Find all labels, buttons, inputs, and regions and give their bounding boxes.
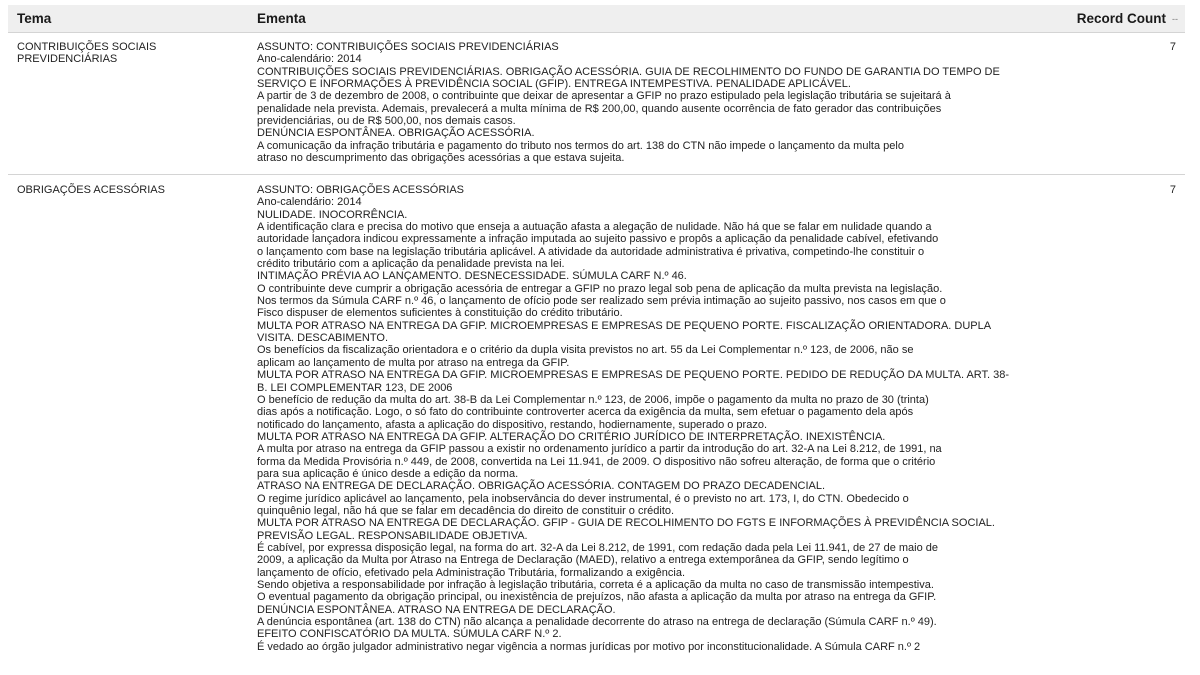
table-row [8, 38, 1185, 175]
ementa-line: O eventual pagamento da obrigação principal, ou inexistência de prejuízos, não afasta a aplicação da multa por atraso na entrega da GFIP. [257, 591, 937, 604]
ementa-line: Nos termos da Súmula CARF n.º 46, o lançamento de ofício pode ser realizado sem prévia intimação ao sujeito passivo, nos casos em que o [257, 295, 946, 308]
ementa-line: forma da Medida Provisória n.º 449, de 2008, convertida na Lei 11.941, de 2009. O dispositivo não sofreu alteração, de forma que o critério [257, 455, 936, 468]
ementa-line: notificado do lançamento, afasta a aplicação do dispositivo, restando, hodiernamente, superado o prazo. [257, 418, 767, 431]
ementa-line: A multa por atraso na entrega da GFIP passou a existir no ordenamento jurídico a partir da introdução do art. 32-A na Lei 8.212, de 1991, na [257, 443, 942, 456]
ementa-line: 2009, a aplicação da Multa por Atraso na Entrega de Declaração (MAED), relativo a entrega extemporânea da GFIP, sendo legítimo o [257, 554, 909, 567]
ementa-line: Ano-calendário: 2014 [257, 53, 362, 66]
ementa-line: PREVISÃO LEGAL. RESPONSABILIDADE OBJETIVA. [257, 529, 528, 542]
ementa-line: ATRASO NA ENTREGA DE DECLARAÇÃO. OBRIGAÇÃO ACESSÓRIA. CONTAGEM DO PRAZO DECADENCIAL. [257, 480, 826, 493]
ementa-line: dias após a notificação. Logo, o só fato do contribuinte controverter acerca da exigência da multa, sem efetuar o pagamento dela após [257, 406, 914, 419]
record-count-cell: 7 [1169, 184, 1176, 196]
ementa-line: Fisco dispuser de elementos suficientes à constituição do crédito tributário. [257, 307, 623, 320]
column-header-tema[interactable]: Tema [17, 11, 52, 26]
ementa-line: A comunicação da infração tributária e pagamento do tributo nos termos do art. 138 do CTN não impede o lançamento da multa pelo [257, 139, 904, 152]
ementa-line: MULTA POR ATRASO NA ENTREGA DA GFIP. MICROEMPRESAS E EMPRESAS DE PEQUENO PORTE. FISCALIZAÇÃO ORIENTADORA. DUPLA [257, 319, 992, 332]
ementa-cell [257, 41, 1067, 164]
tema-cell [17, 41, 207, 66]
ementa-line: DENÚNCIA ESPONTÂNEA. ATRASO NA ENTREGA DE DECLARAÇÃO. [257, 603, 616, 616]
record-count-cell: 7 [1169, 41, 1176, 53]
ementa-line: MULTA POR ATRASO NA ENTREGA DE DECLARAÇÃO. GFIP - GUIA DE RECOLHIMENTO DO FGTS E INFORMAÇÕES À PREVIDÊNCIA SOCIAL. [257, 517, 995, 530]
ementa-line: quinquênio legal, não há que se falar em decadência do direito de constituir o crédito. [257, 504, 675, 517]
ementa-line: O regime jurídico aplicável ao lançamento, pela inobservância do dever instrumental, é o previsto no art. 173, I, do CTN. Obedecido o [257, 492, 909, 505]
ementa-line: INTIMAÇÃO PRÉVIA AO LANÇAMENTO. DESNECESSIDADE. SÚMULA CARF N.º 46. [257, 270, 687, 283]
ementa-line: para sua aplicação é único desde a edição da norma. [257, 467, 519, 480]
ementa-line: A identificação clara e precisa do motivo que enseja a autuação afasta a alegação de nulidade. Não há que se falar em nulidade quando a [257, 221, 932, 234]
ementa-line: CONTRIBUIÇÕES SOCIAIS PREVIDENCIÁRIAS. OBRIGAÇÃO ACESSÓRIA. GUIA DE RECOLHIMENTO DO FUNDO DE GARANTIA DO TEMPO DE [257, 65, 1000, 78]
ementa-line: o lançamento com base na legislação tributária aplicável. A atividade da autoridade administrativa é privativa, competindo-lhe constituir o [257, 245, 925, 258]
ementa-line: B. LEI COMPLEMENTAR 123, DE 2006 [257, 381, 453, 394]
column-header-ementa[interactable]: Ementa [257, 11, 306, 26]
ementa-line: É vedado ao órgão julgador administrativo negar vigência a normas jurídicas por motivo por inconstitucionalidade. A Súmula CARF n.º 2 [257, 640, 921, 653]
ementa-line: O benefício de redução da multa do art. 38-B da Lei Complementar n.º 123, de 2006, impõe o pagamento da multa no prazo de 30 (trinta) [257, 393, 929, 406]
ementa-line: previdenciárias, ou de R$ 500,00, nos demais casos. [257, 115, 516, 128]
ementa-line: ASSUNTO: CONTRIBUIÇÕES SOCIAIS PREVIDENCIÁRIAS [257, 41, 559, 53]
ementa-line: VISITA. DESCABIMENTO. [257, 332, 389, 345]
table-row [8, 181, 1185, 675]
ementa-line: DENÚNCIA ESPONTÂNEA. OBRIGAÇÃO ACESSÓRIA. [257, 127, 535, 140]
ementa-line: aplicam ao lançamento de multa por atraso na entrega da GFIP. [257, 356, 570, 369]
ementa-line: A partir de 3 de dezembro de 2008, o contribuinte que deixar de apresentar a GFIP no prazo estipulado pela legislação tributária se sujeitará à [257, 90, 951, 103]
column-header-record-count[interactable]: Record Count [1076, 11, 1166, 26]
tema-line: OBRIGAÇÕES ACESSÓRIAS [17, 184, 165, 196]
ementa-line: Os benefícios da fiscalização orientadora e o critério da dupla visita previstos no art. 55 da Lei Complementar n.º 123, de 2006, não se [257, 344, 914, 357]
ementa-line: O contribuinte deve cumprir a obrigação acessória de entregar a GFIP no prazo legal sob pena de aplicação da multa prevista na legislação. [257, 282, 943, 295]
ementa-line: É cabível, por expressa disposição legal, na forma do art. 32-A da Lei 8.212, de 1991, com redação dada pela Lei 11.941, de 27 de maio de [257, 541, 939, 554]
ementa-line: Ano-calendário: 2014 [257, 196, 362, 209]
ementa-line: MULTA POR ATRASO NA ENTREGA DA GFIP. MICROEMPRESAS E EMPRESAS DE PEQUENO PORTE. PEDIDO DE REDUÇÃO DA MULTA. ART. 38- [257, 369, 1010, 382]
ementa-line: crédito tributário com a aplicação da penalidade prevista na lei. [257, 258, 565, 271]
ementa-line: SERVIÇO E INFORMAÇÕES À PREVIDÊNCIA SOCIAL (GFIP). ENTREGA INTEMPESTIVA. PENALIDADE APLICÁVEL. [257, 78, 851, 91]
ementa-line: atraso no descumprimento das obrigações acessórias a que estava sujeita. [257, 152, 625, 165]
tema-cell [17, 184, 207, 196]
ementa-line: NULIDADE. INOCORRÊNCIA. [257, 208, 408, 221]
ementa-line: autoridade lançadora indicou expressamente a infração imputada ao sujeito passivo e propôs a aplicação da penalidade cabível, efetivando [257, 233, 939, 246]
ementa-line: EFEITO CONFISCATÓRIO DA MULTA. SÚMULA CARF N.º 2. [257, 628, 562, 641]
ementa-line: ASSUNTO: OBRIGAÇÕES ACESSÓRIAS [257, 184, 465, 196]
table-header [8, 5, 1185, 33]
ementa-cell [257, 184, 1067, 653]
ementa-line: penalidade nela prevista. Ademais, prevalecerá a multa mínima de R$ 200,00, quando ausente ocorrência de fato gerador das contribuições [257, 102, 942, 115]
ementa-line: Sendo objetiva a responsabilidade por infração à legislação tributária, correta é a aplicação da multa no caso de transmissão intempestiva. [257, 579, 934, 591]
ementa-line: lançamento de ofício, efetivado pela Administração Tributária, formalizando a exigência. [257, 566, 686, 579]
tema-line: CONTRIBUIÇÕES SOCIAIS [17, 41, 157, 53]
ementa-line: MULTA POR ATRASO NA ENTREGA DA GFIP. ALTERAÇÃO DO CRITÉRIO JURÍDICO DE INTERPRETAÇÃO. INEXISTÊNCIA. [257, 430, 886, 443]
ementa-line: A denúncia espontânea (art. 138 do CTN) não alcança a penalidade decorrente do atraso na entrega de declaração (Súmula CARF n.º 49). [257, 616, 937, 629]
tema-line: PREVIDENCIÁRIAS [17, 53, 118, 66]
sort-icon[interactable]: -- [1172, 14, 1178, 24]
